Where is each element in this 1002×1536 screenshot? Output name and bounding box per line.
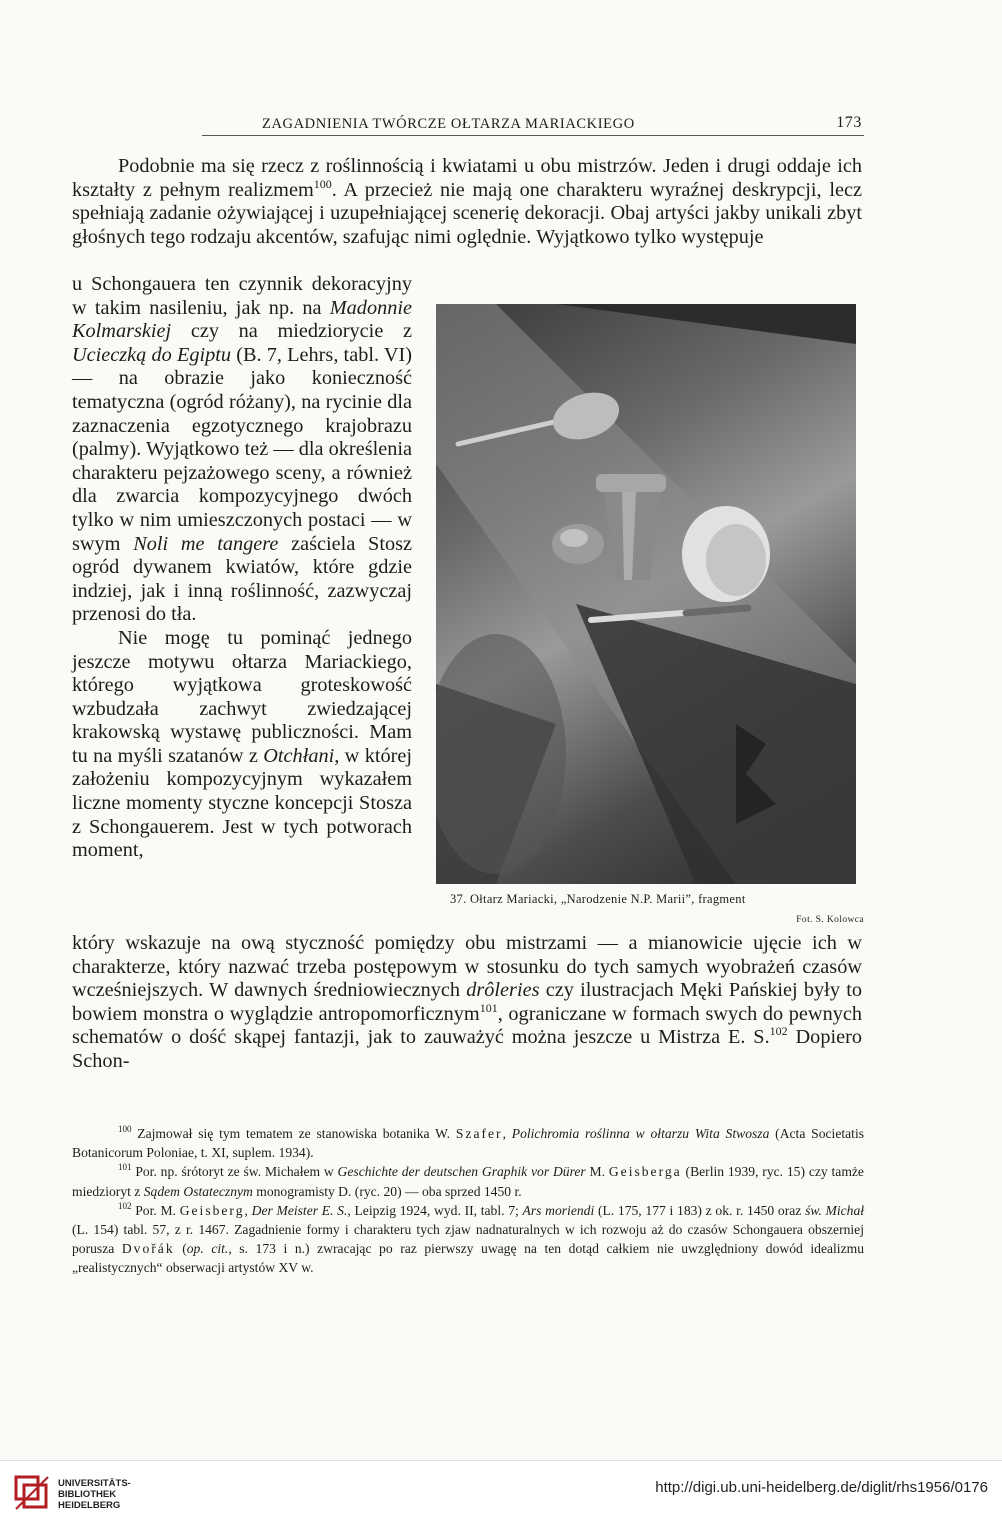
text-run: czy ilustracjach Męki Pańskiej były to bowiem monstra o wyglądzie antropomorficznym <box>72 979 862 1025</box>
still-life-illustration <box>436 304 856 884</box>
figure-caption: 37. Ołtarz Mariacki, „Narodzenie N.P. Marii”, fragment <box>450 892 746 906</box>
footnote-number: 100 <box>118 1124 132 1134</box>
text-run: (Acta Societatis Botanicorum Poloniae, t. XI, suplem. 1934). <box>72 1126 865 1161</box>
text-run: (L. 154) tabl. 57, z r. 1467. Zagadnienie formy i charakteru tych zjaw nadnaturalnych w ich rozwoju aż do czasów Schongauera obszerniej porusza <box>72 1222 864 1257</box>
text-run: zaściela Stosz ogród dywanem kwiatów, które gdzie indziej, jak i inną roślinność, zazwyczaj przenosi do tła. <box>72 532 412 626</box>
intro-paragraph <box>72 155 862 249</box>
text-run: czy na miedziorycie z <box>171 320 412 343</box>
italic-title: Polichromia roślinna w ołtarzu Wita Stwosza <box>511 1126 770 1141</box>
library-name-line: UNIVERSITÄTS- <box>58 1478 131 1489</box>
text-run: , ograniczane w formach swych do pewnych schematów o dość skąpej fantazji, jak to zauważyć można jeszcze u Mistrza E. S. <box>72 1002 862 1049</box>
library-name <box>58 1478 131 1511</box>
footnote-102 <box>72 1201 864 1278</box>
photo-credit: Fot. S. Kolowca <box>796 915 864 925</box>
italic-term: drôleries <box>466 979 540 1002</box>
text-run: Nie mogę tu pominąć jednego jeszcze motywu ołtarza Mariackiego, którego wyjątkowa groteskowość wzbudzała zachwyt zwiedzającej krakowską wystawę publiczności. Mam tu na myśli szatanów z <box>72 626 412 767</box>
text-run: ( <box>174 1241 187 1257</box>
spaced-name: Geisberga <box>608 1164 682 1180</box>
footnote-ref-102[interactable]: 102 <box>769 1024 788 1039</box>
text-run: , Leipzig 1924, wyd. II, tabl. 7; <box>347 1202 523 1218</box>
text-run: M. <box>585 1164 609 1180</box>
library-name-line: HEIDELBERG <box>58 1500 121 1511</box>
paragraph-satans-motif <box>72 627 412 863</box>
running-title: ZAGADNIENIA TWÓRCZE OŁTARZA MARIACKIEGO <box>262 116 635 132</box>
figure-photo-still-life <box>436 304 856 884</box>
library-footer <box>0 1460 1002 1536</box>
italic-title: Sądem Ostatecznym <box>143 1183 253 1199</box>
footnotes <box>72 1124 864 1278</box>
text-run: Podobnie ma się rzecz z roślinnością i kwiatami u obu mistrzów. Jeden i drugi oddaje ich kształty z pełnym realizmem <box>72 155 862 201</box>
italic-title: Ucieczką do Egiptu <box>72 343 232 366</box>
text-run: (L. 175, 177 i 183) z ok. r. 1450 oraz <box>594 1202 806 1218</box>
permalink-url[interactable]: http://digi.ub.uni-heidelberg.de/diglit/rhs1956/0176 <box>655 1479 988 1496</box>
text-run: monogramisty D. (ryc. 20) — oba sprzed 1450 r. <box>252 1183 522 1199</box>
text-run: Por. M. <box>131 1202 180 1218</box>
text-run: który wskazuje na ową styczność pomiędzy obu mistrzami — a mianowicie ujęcie ich w charakterze, który nazwać trzeba postępowym w stosunku do tych samych wyobrażeń czasów wcześniejszych. W dawnych średniowiecznych <box>72 932 862 1002</box>
italic-title: Der Meister E. S. <box>251 1202 348 1218</box>
spaced-name: Geisberg <box>179 1202 245 1218</box>
text-run: (Berlin 1939, ryc. 15) czy tamże miedzioryt z <box>72 1164 864 1199</box>
footnote-100 <box>72 1124 864 1162</box>
italic-title: Ars moriendi <box>522 1202 595 1218</box>
bread-loaf-icon <box>682 506 770 602</box>
italic-title: św. Michał <box>805 1202 865 1218</box>
text-run: , w której założeniu kompozycyjnym wykazałem liczne momenty styczne koncepcji Stosza z Schongauerem. Jest w tych potworach moment, <box>72 744 412 862</box>
running-header <box>72 116 864 138</box>
bowl-icon <box>552 524 604 564</box>
text-run: , s. 173 i n.) zwracając po raz pierwszy uwagę na ten dotąd całkiem nie uwzględniony dowód idealizmu „realistycznych“ obserwacji artystów XV w. <box>72 1241 864 1276</box>
italic-title: Geschichte der deutschen Graphik vor Dürer <box>337 1164 586 1180</box>
text-run: (B. 7, Lehrs, tabl. VI) — na obrazie jako konieczność tematyczna (ogród różany), na rycinie dla zaznaczenia egzotycznego krajobrazu (palmy). Wyjątkowo też — dla określenia charakteru pejzażowego sceny, a również dla zwarcia kompozycyjnego dwóch tylko w nim umieszczonych postaci — w swym <box>72 343 413 555</box>
italic-title: Otchłani <box>263 744 335 767</box>
text-run: , <box>502 1126 512 1141</box>
library-name-line: BIBLIOTHEK <box>58 1489 117 1500</box>
italic-abbrev: op. cit. <box>186 1241 229 1257</box>
left-column-text <box>72 273 412 863</box>
text-run: Zajmował się tym tematem ze stanowiska botanika W. <box>131 1126 456 1141</box>
text-run: Dopiero Schon- <box>72 1026 862 1072</box>
footnote-ref-101[interactable]: 101 <box>479 1000 498 1015</box>
text-run: Por. np. śrótoryt ze św. Michałem w <box>131 1164 338 1180</box>
text-run: u Schongauera ten czynnik dekoracyjny w takim nasileniu, jak np. na <box>72 273 412 319</box>
heidelberg-library-logo-icon <box>14 1475 50 1511</box>
text-run: . A przecież nie mają one charakteru wyraźnej deskrypcji, lecz spełniają zadanie ożywiającej i uzupełniającej scenerię dekoracji. Obaj artyści jakby unikali zbyt głośnych tego rodzaju akcentów, szafując nimi oględnie. Wyjątkowo tylko występuje <box>72 178 862 248</box>
spaced-name: Dvořák <box>121 1241 175 1257</box>
paragraph-decorative-plants <box>72 273 412 627</box>
italic-title: Noli me tangere <box>133 532 279 555</box>
header-rule <box>202 135 864 136</box>
italic-title: Madonnie Kolmarskiej <box>72 296 412 343</box>
continuation-paragraph <box>72 932 862 1074</box>
page-number: 173 <box>836 114 862 131</box>
footnote-number: 102 <box>118 1200 132 1211</box>
footnote-number: 101 <box>118 1162 132 1173</box>
footnote-101 <box>72 1162 864 1200</box>
spaced-name: Szafer <box>455 1126 503 1141</box>
text-run: , <box>244 1202 252 1218</box>
footnote-ref-100[interactable]: 100 <box>313 176 332 191</box>
